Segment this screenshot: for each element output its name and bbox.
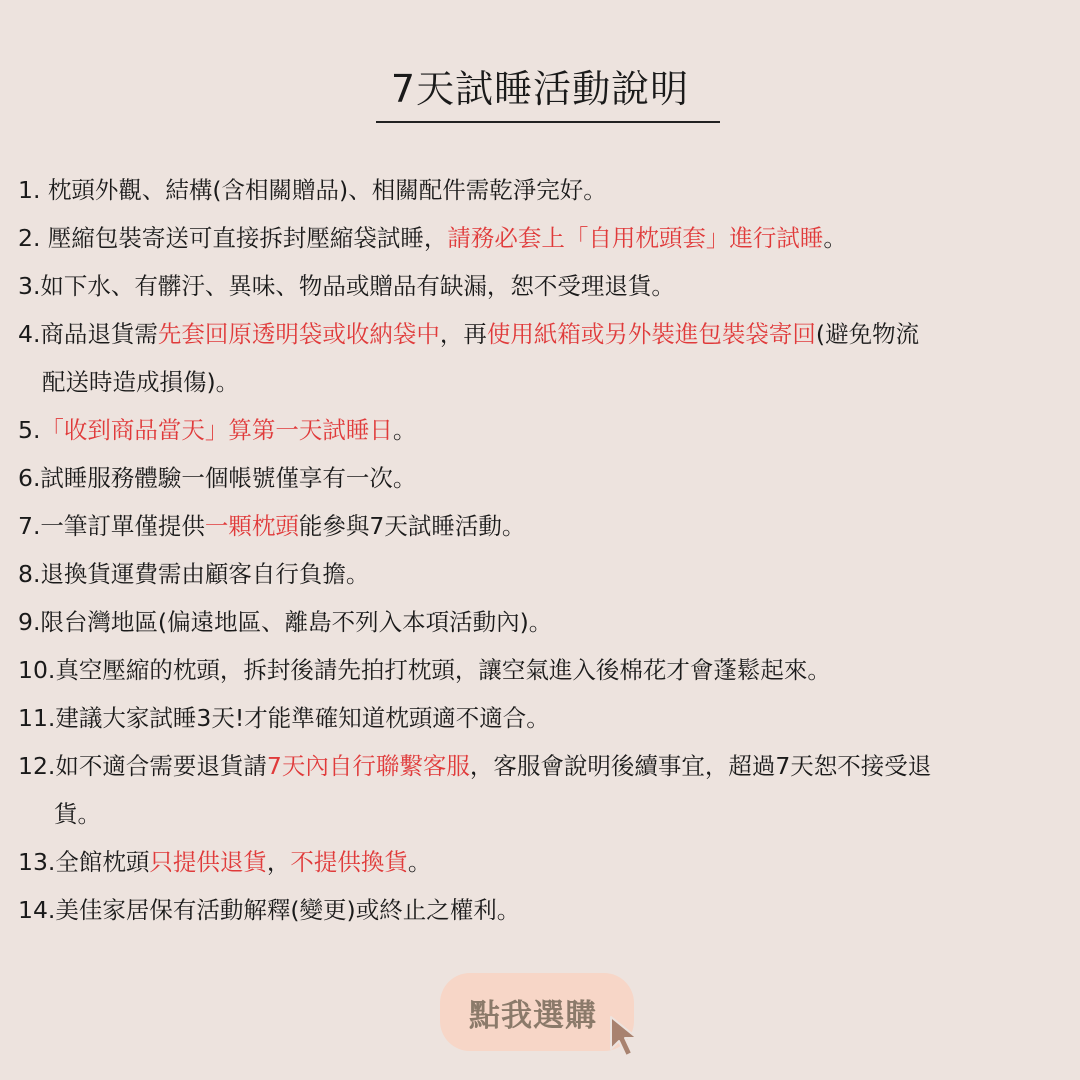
rule-text: 。 <box>392 416 417 444</box>
page-title: 7天試睡活動說明 <box>390 67 690 111</box>
rule-text: 7.一筆訂單僅提供 <box>18 512 205 540</box>
rule-item <box>18 166 1068 214</box>
rule-item <box>18 838 1068 886</box>
rule-text: ，再 <box>439 320 487 348</box>
rule-item <box>18 262 1068 310</box>
rule-text: 11.建議大家試睡3天!才能準確知道枕頭適不適合。 <box>18 704 550 732</box>
rule-text: 12.如不適合需要退貨請 <box>18 752 267 780</box>
rule-highlight-text: 只提供退貨 <box>149 848 267 876</box>
rule-highlight-text: 先套回原透明袋或收納袋中 <box>157 320 440 348</box>
rule-continuation-text: 貨。 <box>54 800 101 828</box>
rule-highlight-text: 不提供換貨 <box>290 848 408 876</box>
shop-now-button[interactable] <box>440 973 634 1051</box>
cursor-arrow-icon <box>607 1015 643 1059</box>
rule-text: 4.商品退貨需 <box>18 320 158 348</box>
rule-text: 8.退換貨運費需由顧客自行負擔。 <box>18 560 370 588</box>
rule-highlight-text: 使用紙箱或另外裝進包裝袋寄回 <box>486 320 816 348</box>
shop-now-label: 點我選購 <box>469 997 597 1034</box>
rule-item <box>18 214 1068 262</box>
rule-item <box>18 598 1068 646</box>
rule-text: (避免物流 <box>815 320 920 348</box>
rule-item <box>18 406 1068 454</box>
rule-item <box>18 646 1068 694</box>
rule-text: 能參與7天試睡活動。 <box>298 512 526 540</box>
rules-list <box>18 166 1068 934</box>
rule-text: 6.試睡服務體驗一個帳號僅享有一次。 <box>18 464 417 492</box>
rule-text: 14.美佳家居保有活動解釋(變更)或終止之權利。 <box>18 896 521 924</box>
rule-text: 10.真空壓縮的枕頭，拆封後請先拍打枕頭，讓空氣進入後棉花才會蓬鬆起來。 <box>18 656 831 684</box>
rule-item <box>18 502 1068 550</box>
rule-item <box>18 886 1068 934</box>
rule-item <box>18 694 1068 742</box>
rule-text: 1. 枕頭外觀、結構(含相關贈品)、相關配件需乾淨完好。 <box>18 176 607 204</box>
rule-highlight-text: 請務必套上「自用枕頭套」進行試睡 <box>447 224 824 252</box>
rule-text: ， <box>266 848 291 876</box>
rule-text: 。 <box>823 224 847 252</box>
rule-text: 5. <box>18 416 41 444</box>
rule-item <box>18 310 1068 406</box>
rule-text: 9.限台灣地區(偏遠地區、離島不列入本項活動內)。 <box>18 608 553 636</box>
rule-text: 2. 壓縮包裝寄送可直接拆封壓縮袋試睡， <box>18 224 448 252</box>
rule-item <box>18 454 1068 502</box>
rule-highlight-text: 7天內自行聯繫客服 <box>266 752 470 780</box>
rule-item <box>18 742 1068 838</box>
rule-text: 13.全館枕頭 <box>18 848 150 876</box>
rule-text: 。 <box>407 848 432 876</box>
rule-continuation-text: 配送時造成損傷)。 <box>42 368 240 396</box>
rule-text: 3.如下水、有髒汙、異味、物品或贈品有缺漏，恕不受理退貨。 <box>18 272 675 300</box>
rule-text: ，客服會說明後續事宜，超過7天恕不接受退 <box>469 752 932 780</box>
rule-highlight-text: 「收到商品當天」算第一天試睡日 <box>40 416 393 444</box>
rule-item <box>18 550 1068 598</box>
rule-highlight-text: 一顆枕頭 <box>204 512 299 540</box>
title-divider <box>376 121 720 123</box>
